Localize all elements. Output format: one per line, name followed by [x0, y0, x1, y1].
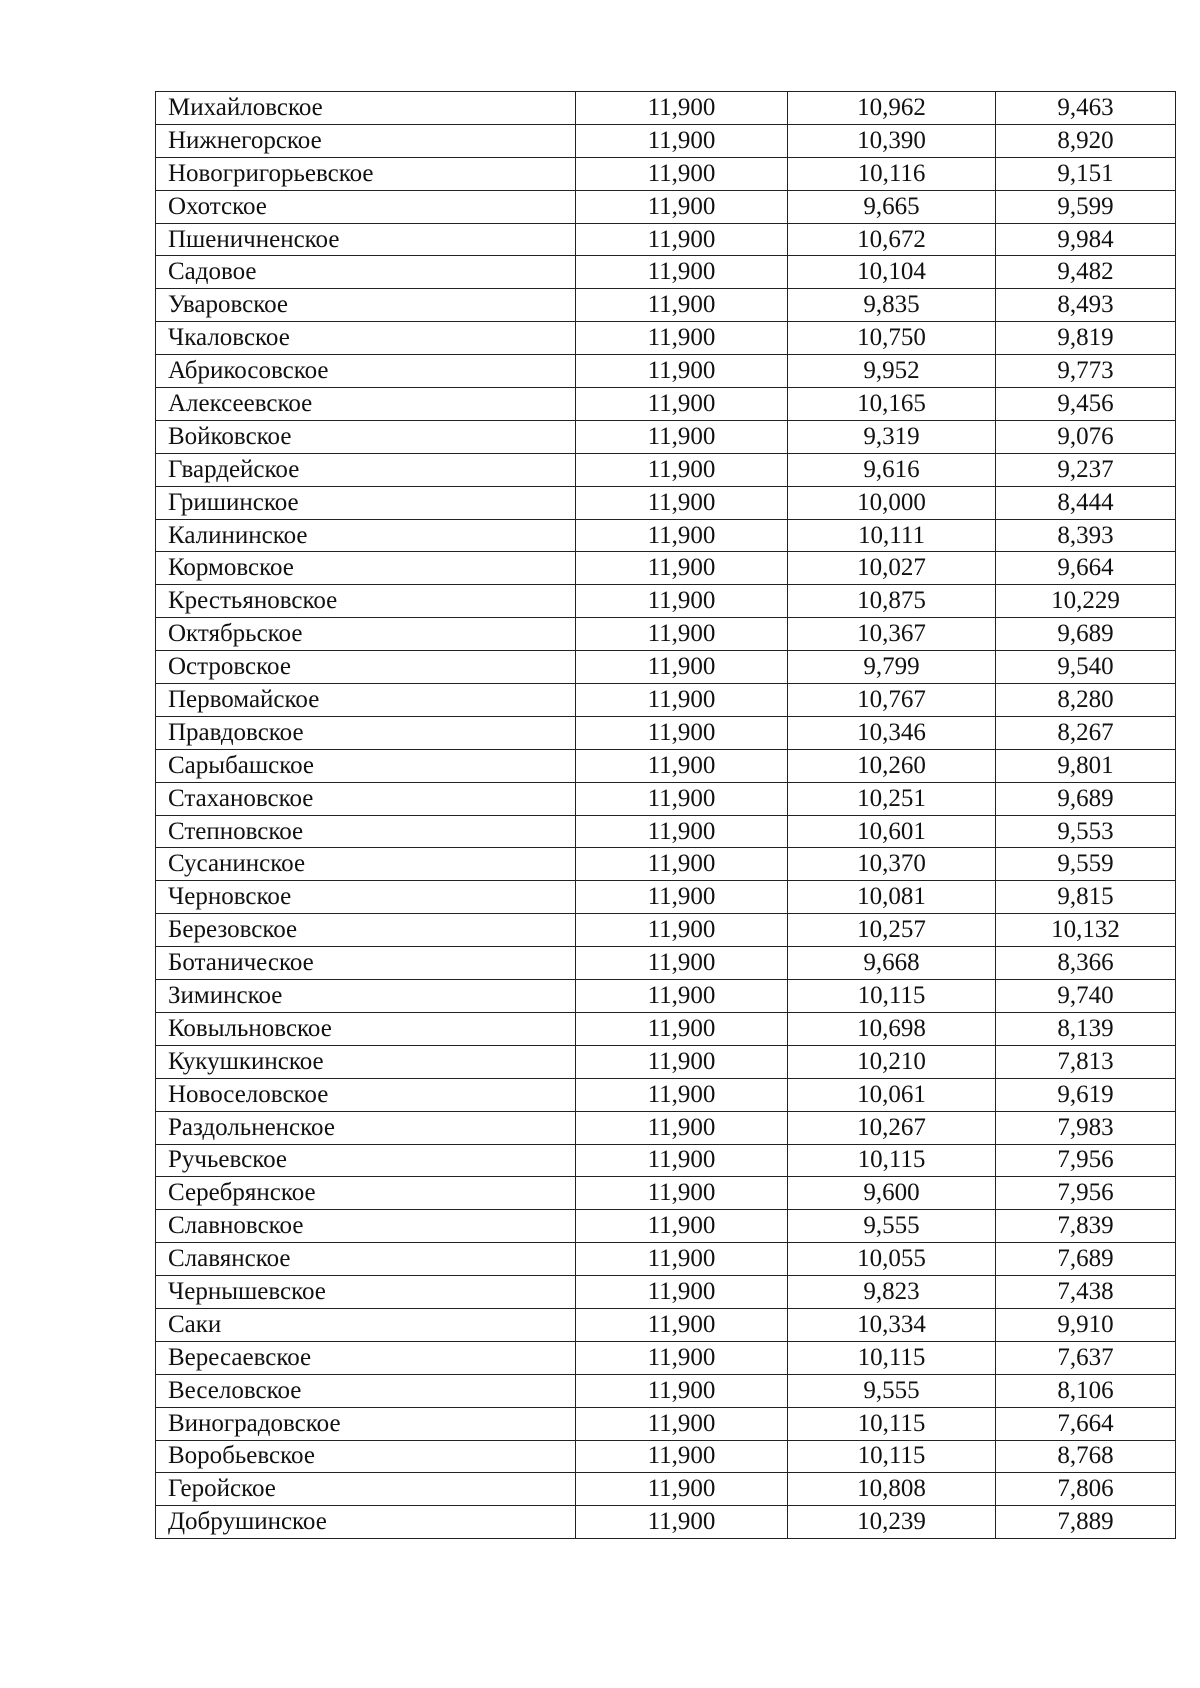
settlement-name-cell: Ботаническое [156, 947, 576, 980]
value-cell-3: 9,815 [996, 881, 1176, 914]
value-cell-1: 11,900 [576, 1506, 788, 1539]
table-row [156, 322, 1176, 355]
value-cell-1: 11,900 [576, 881, 788, 914]
value-cell-2: 10,239 [788, 1506, 996, 1539]
value-cell-3: 9,456 [996, 388, 1176, 421]
table-row [156, 1440, 1176, 1473]
settlement-name-cell: Саки [156, 1308, 576, 1341]
value-cell-3: 9,689 [996, 618, 1176, 651]
value-cell-2: 10,346 [788, 716, 996, 749]
table-row [156, 1210, 1176, 1243]
value-cell-3: 7,689 [996, 1243, 1176, 1276]
value-cell-1: 11,900 [576, 552, 788, 585]
value-cell-2: 9,799 [788, 651, 996, 684]
table-row [156, 1308, 1176, 1341]
value-cell-3: 9,482 [996, 256, 1176, 289]
value-cell-1: 11,900 [576, 1012, 788, 1045]
value-cell-1: 11,900 [576, 453, 788, 486]
value-cell-2: 10,267 [788, 1111, 996, 1144]
table-row [156, 1407, 1176, 1440]
table-body [156, 92, 1176, 1539]
value-cell-2: 10,367 [788, 618, 996, 651]
table-row [156, 618, 1176, 651]
value-cell-2: 10,370 [788, 848, 996, 881]
value-cell-1: 11,900 [576, 289, 788, 322]
value-cell-2: 9,600 [788, 1177, 996, 1210]
value-cell-1: 11,900 [576, 355, 788, 388]
value-cell-1: 11,900 [576, 716, 788, 749]
value-cell-1: 11,900 [576, 848, 788, 881]
table-row [156, 355, 1176, 388]
value-cell-2: 10,055 [788, 1243, 996, 1276]
value-cell-3: 9,076 [996, 420, 1176, 453]
value-cell-1: 11,900 [576, 1440, 788, 1473]
value-cell-1: 11,900 [576, 256, 788, 289]
table-row [156, 388, 1176, 421]
table-row [156, 684, 1176, 717]
value-cell-3: 7,664 [996, 1407, 1176, 1440]
settlement-name-cell: Черновское [156, 881, 576, 914]
table-row [156, 190, 1176, 223]
value-cell-2: 10,601 [788, 815, 996, 848]
value-cell-3: 8,493 [996, 289, 1176, 322]
settlement-name-cell: Гришинское [156, 486, 576, 519]
value-cell-3: 7,438 [996, 1276, 1176, 1309]
value-cell-1: 11,900 [576, 782, 788, 815]
value-cell-3: 9,819 [996, 322, 1176, 355]
settlement-name-cell: Сарыбашское [156, 749, 576, 782]
value-cell-1: 11,900 [576, 1177, 788, 1210]
settlement-name-cell: Ковыльновское [156, 1012, 576, 1045]
settlement-name-cell: Раздольненское [156, 1111, 576, 1144]
table-row [156, 486, 1176, 519]
value-cell-1: 11,900 [576, 947, 788, 980]
settlement-name-cell: Сусанинское [156, 848, 576, 881]
value-cell-1: 11,900 [576, 1144, 788, 1177]
value-cell-3: 7,839 [996, 1210, 1176, 1243]
value-cell-3: 7,956 [996, 1144, 1176, 1177]
table-row [156, 749, 1176, 782]
value-cell-1: 11,900 [576, 980, 788, 1013]
table-row [156, 289, 1176, 322]
table-row [156, 1506, 1176, 1539]
settlement-name-cell: Серебрянское [156, 1177, 576, 1210]
settlement-name-cell: Садовое [156, 256, 576, 289]
value-cell-3: 7,813 [996, 1045, 1176, 1078]
value-cell-3: 9,463 [996, 92, 1176, 125]
settlement-name-cell: Октябрьское [156, 618, 576, 651]
value-cell-1: 11,900 [576, 914, 788, 947]
settlement-name-cell: Славновское [156, 1210, 576, 1243]
value-cell-2: 9,823 [788, 1276, 996, 1309]
value-cell-2: 10,767 [788, 684, 996, 717]
settlement-name-cell: Гвардейское [156, 453, 576, 486]
settlement-name-cell: Геройское [156, 1473, 576, 1506]
settlement-name-cell: Новоселовское [156, 1078, 576, 1111]
value-cell-3: 9,559 [996, 848, 1176, 881]
value-cell-3: 10,132 [996, 914, 1176, 947]
value-cell-2: 10,672 [788, 223, 996, 256]
value-cell-3: 9,553 [996, 815, 1176, 848]
value-cell-2: 10,750 [788, 322, 996, 355]
table-row [156, 782, 1176, 815]
value-cell-1: 11,900 [576, 651, 788, 684]
value-cell-1: 11,900 [576, 157, 788, 190]
settlement-name-cell: Крестьяновское [156, 585, 576, 618]
value-cell-1: 11,900 [576, 1210, 788, 1243]
settlement-name-cell: Алексеевское [156, 388, 576, 421]
settlement-name-cell: Виноградовское [156, 1407, 576, 1440]
table-row [156, 1374, 1176, 1407]
value-cell-1: 11,900 [576, 190, 788, 223]
value-cell-2: 9,835 [788, 289, 996, 322]
value-cell-3: 10,229 [996, 585, 1176, 618]
settlement-name-cell: Абрикосовское [156, 355, 576, 388]
value-cell-3: 8,920 [996, 124, 1176, 157]
settlement-name-cell: Михайловское [156, 92, 576, 125]
table-row [156, 881, 1176, 914]
value-cell-1: 11,900 [576, 1243, 788, 1276]
table-row [156, 848, 1176, 881]
settlement-name-cell: Вересаевское [156, 1341, 576, 1374]
value-cell-3: 9,984 [996, 223, 1176, 256]
value-cell-1: 11,900 [576, 92, 788, 125]
value-cell-3: 9,773 [996, 355, 1176, 388]
settlement-name-cell: Зиминское [156, 980, 576, 1013]
table-row [156, 1144, 1176, 1177]
table-row [156, 914, 1176, 947]
value-cell-3: 8,444 [996, 486, 1176, 519]
settlement-name-cell: Охотское [156, 190, 576, 223]
value-cell-2: 10,390 [788, 124, 996, 157]
value-cell-2: 10,111 [788, 519, 996, 552]
table-row [156, 716, 1176, 749]
value-cell-1: 11,900 [576, 618, 788, 651]
value-cell-2: 10,875 [788, 585, 996, 618]
settlement-name-cell: Кормовское [156, 552, 576, 585]
table-row [156, 420, 1176, 453]
table-row [156, 1276, 1176, 1309]
value-cell-2: 10,962 [788, 92, 996, 125]
table-row [156, 256, 1176, 289]
value-cell-2: 10,115 [788, 1440, 996, 1473]
settlement-name-cell: Кукушкинское [156, 1045, 576, 1078]
value-cell-3: 9,664 [996, 552, 1176, 585]
value-cell-2: 10,698 [788, 1012, 996, 1045]
value-cell-2: 9,668 [788, 947, 996, 980]
value-cell-1: 11,900 [576, 749, 788, 782]
table-row [156, 124, 1176, 157]
value-cell-3: 8,393 [996, 519, 1176, 552]
table-row [156, 947, 1176, 980]
settlement-name-cell: Пшеничненское [156, 223, 576, 256]
value-cell-1: 11,900 [576, 420, 788, 453]
value-cell-3: 9,910 [996, 1308, 1176, 1341]
value-cell-3: 9,237 [996, 453, 1176, 486]
value-cell-2: 10,061 [788, 1078, 996, 1111]
value-cell-2: 10,165 [788, 388, 996, 421]
table-row [156, 1473, 1176, 1506]
settlement-name-cell: Веселовское [156, 1374, 576, 1407]
value-cell-3: 8,280 [996, 684, 1176, 717]
settlement-name-cell: Нижнегорское [156, 124, 576, 157]
value-cell-1: 11,900 [576, 223, 788, 256]
value-cell-1: 11,900 [576, 124, 788, 157]
value-cell-3: 9,540 [996, 651, 1176, 684]
value-cell-3: 9,740 [996, 980, 1176, 1013]
value-cell-2: 10,334 [788, 1308, 996, 1341]
settlement-name-cell: Калининское [156, 519, 576, 552]
value-cell-3: 8,106 [996, 1374, 1176, 1407]
value-cell-3: 7,983 [996, 1111, 1176, 1144]
value-cell-2: 10,210 [788, 1045, 996, 1078]
value-cell-3: 9,801 [996, 749, 1176, 782]
value-cell-3: 8,267 [996, 716, 1176, 749]
value-cell-2: 9,665 [788, 190, 996, 223]
value-cell-3: 9,689 [996, 782, 1176, 815]
table-row [156, 1243, 1176, 1276]
table-row [156, 651, 1176, 684]
value-cell-2: 9,319 [788, 420, 996, 453]
value-cell-1: 11,900 [576, 486, 788, 519]
value-cell-2: 10,115 [788, 1144, 996, 1177]
value-cell-2: 9,616 [788, 453, 996, 486]
value-cell-3: 9,151 [996, 157, 1176, 190]
table-row [156, 1177, 1176, 1210]
settlement-name-cell: Воробьевское [156, 1440, 576, 1473]
value-cell-1: 11,900 [576, 322, 788, 355]
data-table [155, 91, 1176, 1539]
table-row [156, 980, 1176, 1013]
value-cell-2: 10,115 [788, 1407, 996, 1440]
table-row [156, 1045, 1176, 1078]
value-cell-2: 10,808 [788, 1473, 996, 1506]
settlement-name-cell: Ручьевское [156, 1144, 576, 1177]
value-cell-3: 7,806 [996, 1473, 1176, 1506]
value-cell-2: 10,081 [788, 881, 996, 914]
value-cell-2: 10,027 [788, 552, 996, 585]
value-cell-1: 11,900 [576, 1473, 788, 1506]
value-cell-1: 11,900 [576, 585, 788, 618]
value-cell-2: 10,260 [788, 749, 996, 782]
settlement-name-cell: Степновское [156, 815, 576, 848]
settlement-name-cell: Войковское [156, 420, 576, 453]
table-row [156, 223, 1176, 256]
value-cell-2: 9,952 [788, 355, 996, 388]
value-cell-1: 11,900 [576, 1341, 788, 1374]
settlement-name-cell: Стахановское [156, 782, 576, 815]
value-cell-2: 9,555 [788, 1374, 996, 1407]
value-cell-1: 11,900 [576, 519, 788, 552]
value-cell-1: 11,900 [576, 815, 788, 848]
value-cell-3: 7,889 [996, 1506, 1176, 1539]
value-cell-3: 7,637 [996, 1341, 1176, 1374]
value-cell-2: 10,115 [788, 980, 996, 1013]
value-cell-3: 8,768 [996, 1440, 1176, 1473]
settlement-name-cell: Добрушинское [156, 1506, 576, 1539]
value-cell-2: 10,000 [788, 486, 996, 519]
value-cell-3: 9,599 [996, 190, 1176, 223]
table-row [156, 815, 1176, 848]
table-row [156, 1341, 1176, 1374]
table-row [156, 1078, 1176, 1111]
table-row [156, 92, 1176, 125]
value-cell-3: 8,139 [996, 1012, 1176, 1045]
value-cell-1: 11,900 [576, 388, 788, 421]
value-cell-2: 10,115 [788, 1341, 996, 1374]
settlement-name-cell: Чкаловское [156, 322, 576, 355]
value-cell-1: 11,900 [576, 1407, 788, 1440]
table-row [156, 1012, 1176, 1045]
table-row [156, 157, 1176, 190]
table-row [156, 585, 1176, 618]
value-cell-2: 10,257 [788, 914, 996, 947]
value-cell-1: 11,900 [576, 1308, 788, 1341]
table-row [156, 1111, 1176, 1144]
settlement-name-cell: Уваровское [156, 289, 576, 322]
value-cell-3: 8,366 [996, 947, 1176, 980]
value-cell-1: 11,900 [576, 1276, 788, 1309]
value-cell-1: 11,900 [576, 684, 788, 717]
table-row [156, 519, 1176, 552]
settlement-name-cell: Березовское [156, 914, 576, 947]
table-row [156, 453, 1176, 486]
table-row [156, 552, 1176, 585]
value-cell-3: 9,619 [996, 1078, 1176, 1111]
value-cell-1: 11,900 [576, 1111, 788, 1144]
settlement-name-cell: Правдовское [156, 716, 576, 749]
value-cell-2: 10,251 [788, 782, 996, 815]
value-cell-1: 11,900 [576, 1374, 788, 1407]
settlement-name-cell: Славянское [156, 1243, 576, 1276]
value-cell-3: 7,956 [996, 1177, 1176, 1210]
value-cell-2: 10,116 [788, 157, 996, 190]
settlement-name-cell: Чернышевское [156, 1276, 576, 1309]
value-cell-1: 11,900 [576, 1078, 788, 1111]
settlement-name-cell: Первомайское [156, 684, 576, 717]
value-cell-2: 9,555 [788, 1210, 996, 1243]
settlement-name-cell: Новогригорьевское [156, 157, 576, 190]
value-cell-2: 10,104 [788, 256, 996, 289]
value-cell-1: 11,900 [576, 1045, 788, 1078]
settlement-name-cell: Островское [156, 651, 576, 684]
